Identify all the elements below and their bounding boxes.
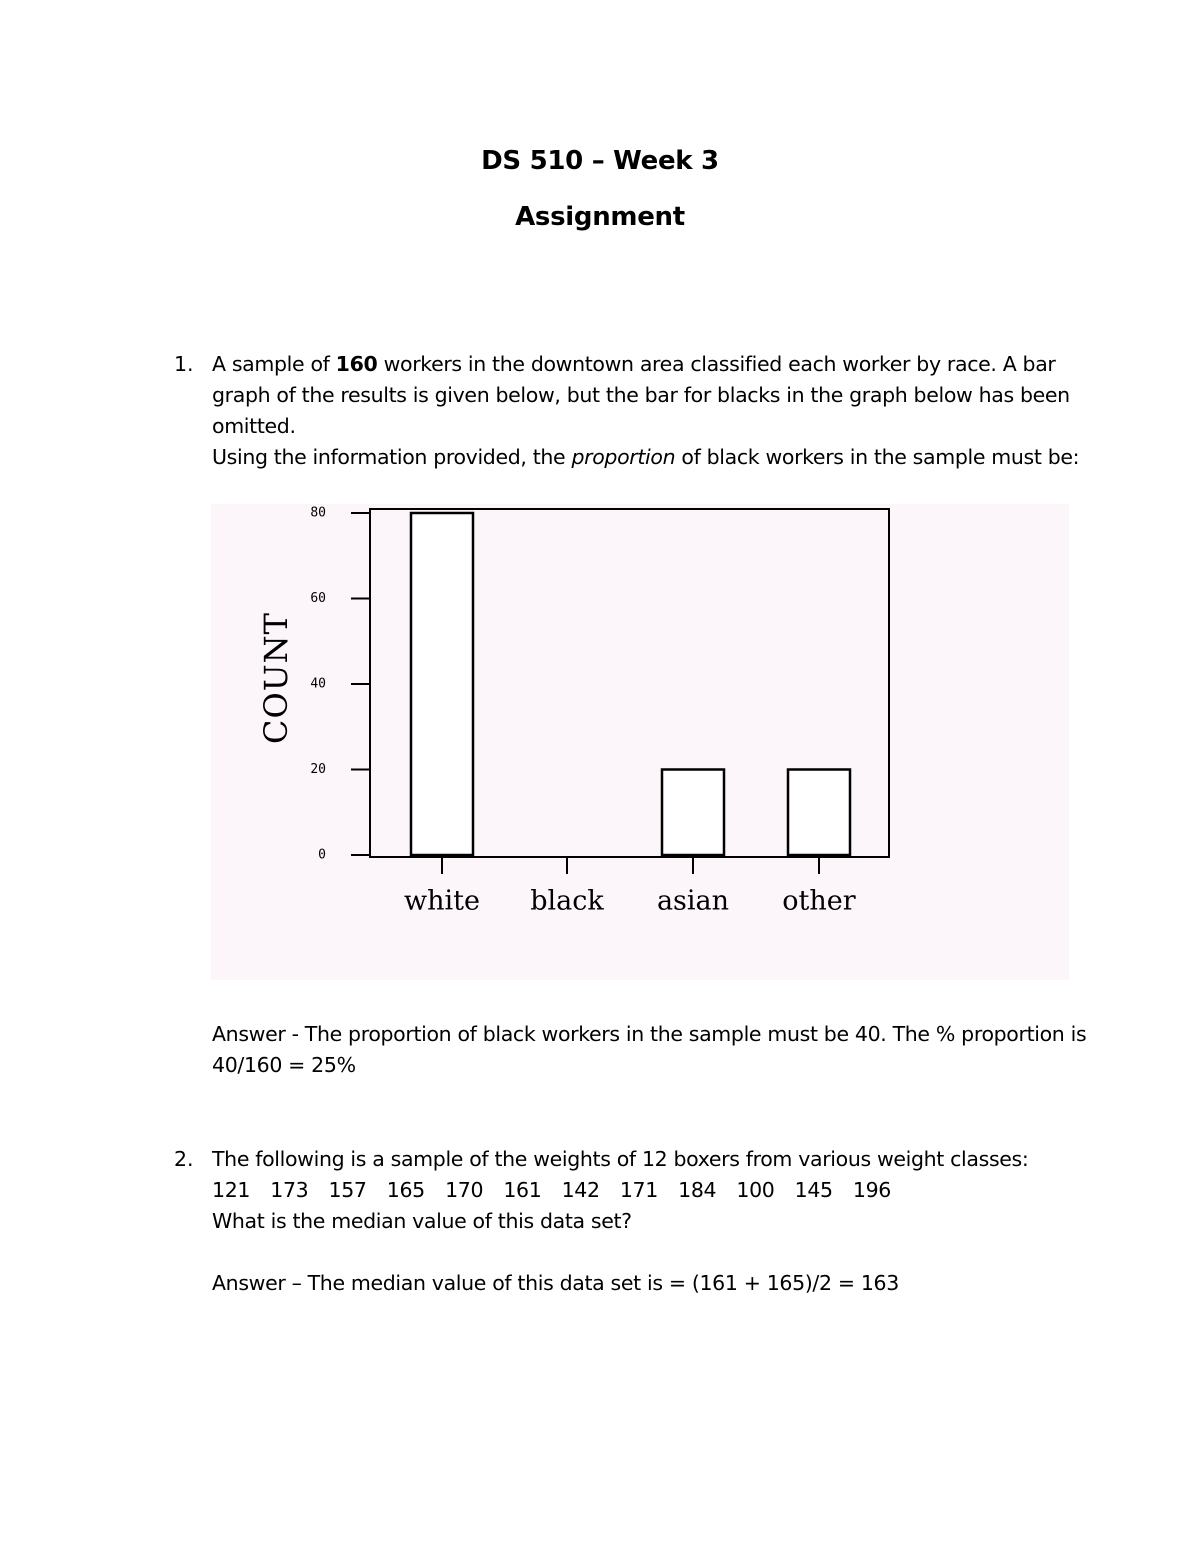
weight-value: 165 bbox=[386, 1178, 425, 1202]
weight-value: 173 bbox=[270, 1178, 309, 1202]
question-2-answer: Answer – The median value of this data set is = (161 + 165)/2 = 163 bbox=[212, 1271, 899, 1295]
weight-value: 142 bbox=[561, 1178, 600, 1202]
boxer-weights-list bbox=[212, 1178, 905, 1202]
y-tick-label: 80 bbox=[310, 505, 326, 521]
weight-value: 145 bbox=[794, 1178, 833, 1202]
bar-asian bbox=[662, 770, 724, 856]
bar-chart bbox=[211, 504, 1069, 980]
question-1-line-1-post: workers in the downtown area classified each worker by race. A bar bbox=[377, 352, 1056, 376]
question-1-number: 1. bbox=[174, 352, 194, 376]
question-1-answer-line-1: Answer - The proportion of black workers in the sample must be 40. The % proportion is bbox=[212, 1022, 1087, 1046]
question-1-line-1 bbox=[212, 352, 1056, 376]
weight-value: 157 bbox=[328, 1178, 367, 1202]
weight-value: 171 bbox=[619, 1178, 658, 1202]
question-1-line-1-pre: A sample of bbox=[212, 352, 336, 376]
document-subtitle: Assignment bbox=[515, 202, 685, 232]
question-1-line-3: omitted. bbox=[212, 414, 296, 438]
document-title: DS 510 – Week 3 bbox=[481, 146, 719, 176]
bar-chart-panel bbox=[211, 504, 1069, 980]
bar-other bbox=[788, 770, 850, 856]
x-category-label: asian bbox=[656, 885, 730, 917]
proportion-emphasis: proportion bbox=[571, 445, 676, 469]
y-tick-label: 0 bbox=[318, 847, 326, 863]
x-category-label: black bbox=[530, 885, 604, 917]
question-1-answer-line-2: 40/160 = 25% bbox=[212, 1053, 356, 1077]
x-category-label: white bbox=[404, 885, 480, 917]
y-tick-label: 40 bbox=[310, 676, 326, 692]
weight-value: 196 bbox=[852, 1178, 892, 1202]
question-1-line-4-post: of black workers in the sample must be: bbox=[675, 445, 1080, 469]
weight-value: 161 bbox=[503, 1178, 542, 1202]
question-2-line-1: The following is a sample of the weights of 12 boxers from various weight classes: bbox=[212, 1147, 1029, 1171]
sample-size: 160 bbox=[335, 352, 378, 376]
question-1-line-4-pre: Using the information provided, the bbox=[212, 445, 572, 469]
weight-value: 121 bbox=[212, 1178, 251, 1202]
weight-value: 170 bbox=[445, 1178, 484, 1202]
y-axis-label: COUNT bbox=[257, 611, 295, 745]
question-2-line-3: What is the median value of this data set? bbox=[212, 1209, 632, 1233]
bar-white bbox=[411, 513, 473, 855]
y-tick-label: 20 bbox=[310, 762, 326, 777]
weight-value: 184 bbox=[678, 1178, 717, 1202]
weight-value: 100 bbox=[736, 1178, 775, 1202]
question-2-number: 2. bbox=[174, 1147, 194, 1171]
question-1-line-4 bbox=[212, 445, 1079, 469]
x-category-label: other bbox=[782, 885, 856, 917]
y-tick-label: 60 bbox=[310, 591, 326, 606]
question-1-line-2: graph of the results is given below, but the bar for blacks in the graph below has been bbox=[212, 383, 1070, 407]
